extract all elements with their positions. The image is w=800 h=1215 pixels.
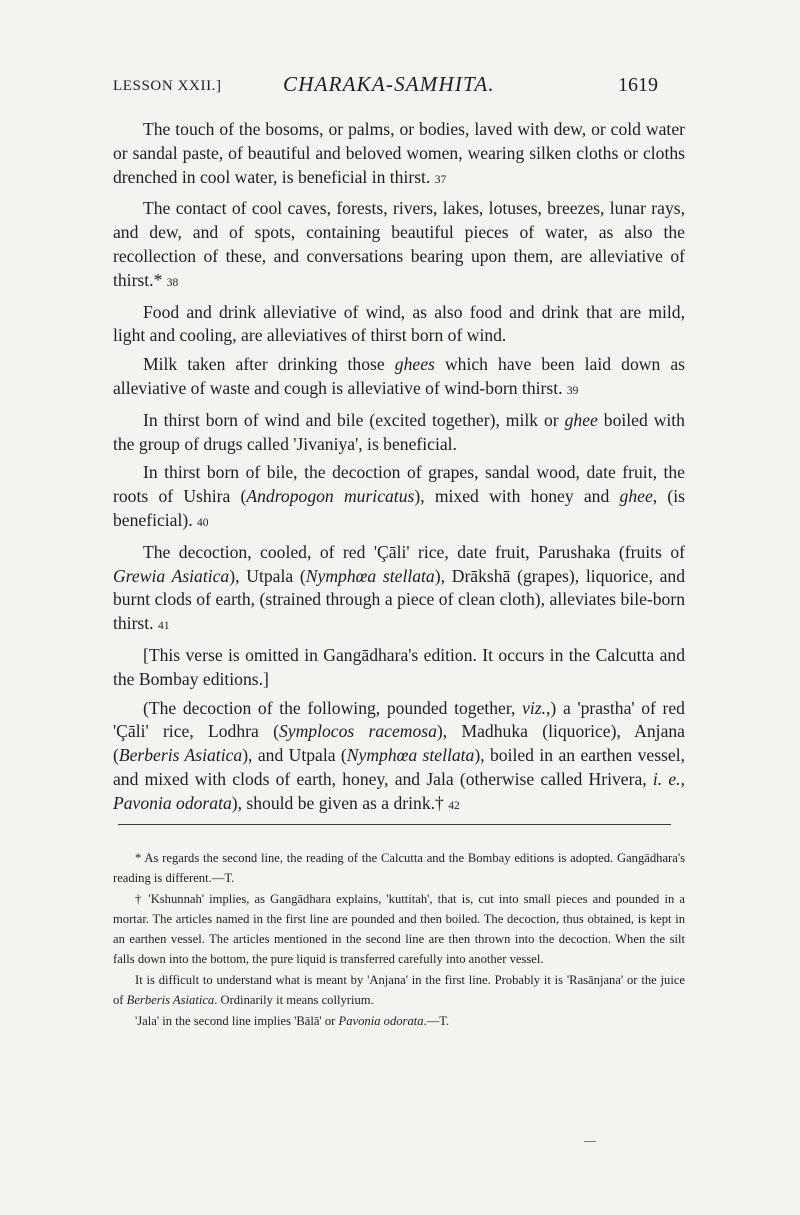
text-run: ), mixed with honey and bbox=[414, 486, 620, 507]
text-run: In thirst born of bile, the decoction of grapes, sandal wood, date fruit, the roots of Ushira ( bbox=[113, 462, 685, 507]
footnote-dagger: † 'Kshunnah' implies, as Gangādhara explains, 'kuttitah', that is, cut into small pieces and pounded in a mortar. The articles named in the first line are pounded and then boiled. The decoction, thus obtained, is kept in an earthen vessel. The articles mentioned in the second line are then thrown into the decoction. When the silt falls down into the bottom, the pure liquid is transferred carefully into another vessel. bbox=[113, 892, 685, 966]
paragraph-text: The contact of cool caves, forests, rivers, lakes, lotuses, breezes, lunar rays, and dew, and of spots, containing beautiful pieces of water, as also the recollection of these, and conversations bearing upon them, are alleviative of thirst.* bbox=[113, 198, 685, 290]
text-run: Milk taken after drinking those bbox=[143, 354, 395, 375]
text-run: (The decoction of the following, pounded together, bbox=[143, 697, 523, 718]
text-run: It is difficult to understand what is meant by 'Anjana' in the first line. Probably it is 'Rasānjana' or the juice of bbox=[113, 973, 685, 1007]
text-run: ), Madhuka (liquorice), Anjana ( bbox=[113, 721, 685, 766]
italic-term: i. e. bbox=[652, 768, 681, 789]
italic-term: viz. bbox=[522, 697, 547, 718]
text-run: ), Drākshā (grapes), liquorice, and burnt clods of earth, (strained through a piece of clean cloth), alleviates bile-born thirst. bbox=[113, 565, 686, 634]
italic-term: ghees bbox=[394, 354, 435, 375]
latin-name: Nymphœa stellata bbox=[305, 565, 435, 586]
verse-number: 42 bbox=[448, 799, 460, 812]
text-run: boiled with the group of drugs called 'Jivaniya', is beneficial. bbox=[113, 409, 685, 454]
text-run: ), should be given as a drink.† bbox=[231, 792, 444, 813]
paragraph-text: Food and drink alleviative of wind, as also food and drink that are mild, light and cooling, are alleviatives of thirst born of wind. bbox=[113, 301, 685, 346]
verse-number: 40 bbox=[197, 516, 209, 529]
text-run: In thirst born of wind and bile (excited together), milk or bbox=[143, 409, 565, 430]
italic-term: ghee bbox=[564, 409, 598, 430]
latin-name: Symplocos racemosa bbox=[278, 721, 437, 742]
paragraph-41 bbox=[113, 541, 685, 639]
paragraph-wind-food bbox=[113, 301, 685, 349]
footnote-asterisk: * As regards the second line, the reading of the Calcutta and the Bombay editions is adopted. Gangādhara's reading is different.—T. bbox=[113, 851, 685, 885]
footnote-jala bbox=[113, 1011, 685, 1031]
paragraph-text: [This verse is omitted in Gangādhara's edition. It occurs in the Calcutta and the Bombay editions.] bbox=[113, 644, 685, 689]
text-run: ), boiled in an earthen vessel, and mixed with clods of earth, honey, and Jala (otherwise called Hrivera, bbox=[113, 745, 685, 789]
text-run: .—T. bbox=[423, 1014, 450, 1028]
paragraph-editorial-note bbox=[113, 644, 685, 692]
text-run: ,) a 'prastha' of red 'Çāli' rice, Lodhra ( bbox=[113, 697, 685, 742]
footnote-anjana bbox=[113, 970, 685, 1010]
text-run: . Ordinarily it means collyrium. bbox=[214, 993, 374, 1007]
text-run: , (is beneficial). bbox=[113, 486, 686, 530]
latin-name: Pavonia odorata bbox=[113, 792, 232, 813]
text-run: , bbox=[680, 768, 685, 789]
text-run: ), and Utpala ( bbox=[242, 745, 347, 766]
italic-term: ghee bbox=[619, 486, 653, 507]
latin-name: Pavonia odorata bbox=[338, 1014, 424, 1028]
footnotes bbox=[113, 848, 685, 1032]
lesson-label: LESSON XXII.] bbox=[113, 78, 222, 94]
paragraph-40 bbox=[113, 461, 685, 535]
text-run: which have been laid down as alleviative of waste and cough is alleviative of wind-born thirst. bbox=[113, 354, 685, 398]
text-run: ), Utpala ( bbox=[229, 565, 306, 586]
verse-number: 37 bbox=[434, 173, 447, 186]
main-text bbox=[113, 118, 685, 824]
latin-name: Berberis Asiatica bbox=[126, 993, 215, 1007]
verse-number: 41 bbox=[157, 620, 170, 633]
page-mark bbox=[584, 1141, 596, 1142]
running-title: CHARAKA-SAMHITA. bbox=[283, 72, 495, 96]
latin-name: Andropogon muricatus bbox=[246, 486, 415, 507]
paragraph-text: The touch of the bosoms, or palms, or bodies, laved with dew, or cold water or sandal paste, of beautiful and beloved women, wearing silken cloths or cloths drenched in cool water, is beneficial in thirst. bbox=[113, 119, 685, 187]
paragraph-42 bbox=[113, 697, 685, 819]
running-header bbox=[113, 72, 658, 102]
paragraph-jivaniya bbox=[113, 409, 685, 457]
page-number: 1619 bbox=[618, 74, 658, 96]
latin-name: Berberis Asiatica bbox=[118, 745, 243, 766]
text-run: 'Jala' in the second line implies 'Bālā' or bbox=[135, 1014, 339, 1028]
paragraph-38 bbox=[113, 197, 685, 295]
footnote-divider bbox=[118, 824, 671, 825]
latin-name: Grewia Asiatica bbox=[113, 565, 230, 586]
paragraph-39 bbox=[113, 353, 685, 404]
verse-number: 39 bbox=[566, 384, 579, 397]
latin-name: Nymphœa stellata bbox=[346, 745, 475, 766]
paragraph-37 bbox=[113, 118, 685, 192]
verse-number: 38 bbox=[166, 276, 179, 289]
text-run: The decoction, cooled, of red 'Çāli' rice, date fruit, Parushaka (fruits of bbox=[143, 541, 685, 562]
